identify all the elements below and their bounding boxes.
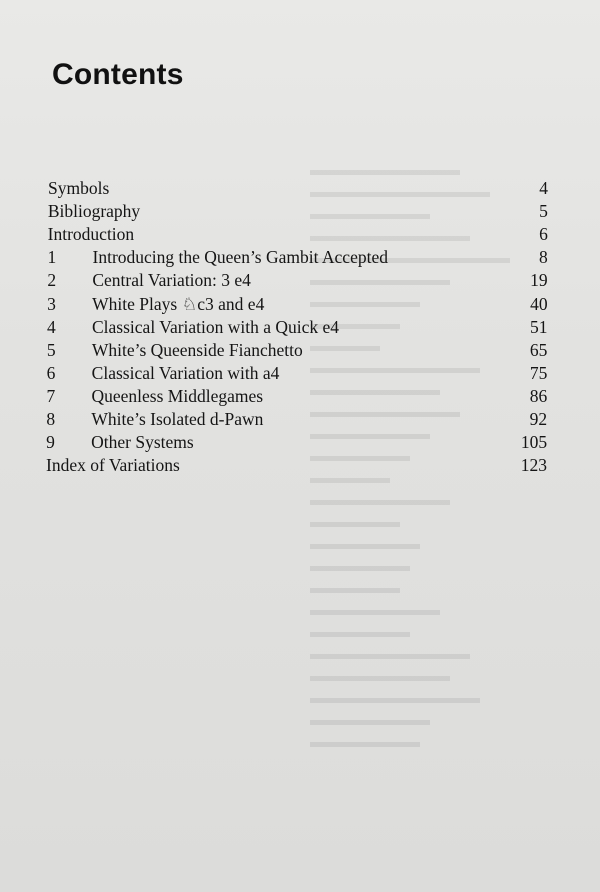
chapter-number: 3	[47, 293, 56, 314]
page-number: 51	[530, 316, 548, 337]
chapter-title: Classical Variation with a Quick e4	[92, 316, 340, 337]
chapter-title: White Plays ♘c3 and e4	[92, 293, 265, 314]
toc-entry	[47, 316, 548, 338]
page-number: 5	[539, 201, 548, 222]
page-number: 4	[539, 178, 548, 198]
chapter-title: White’s Queenside Fianchetto	[91, 339, 303, 360]
chapter-title: White’s Isolated d-Pawn	[91, 409, 264, 429]
chapter-number: 7	[46, 385, 56, 406]
toc-entry	[47, 293, 547, 315]
page-number: 65	[529, 339, 548, 360]
chapter-title: Central Variation: 3 e4	[92, 270, 251, 291]
page-number: 123	[520, 455, 547, 476]
toc-entry	[48, 223, 548, 245]
page-number: 92	[529, 409, 548, 429]
toc-entry	[46, 431, 547, 453]
toc-entry	[48, 200, 548, 222]
toc-entry	[46, 454, 547, 476]
toc-entry	[48, 246, 548, 268]
chapter-number: 4	[47, 316, 56, 337]
chapter-number: 9	[46, 432, 55, 453]
page-number: 105	[520, 432, 548, 453]
chapter-number: 5	[46, 339, 56, 360]
chapter-number: 2	[47, 270, 57, 291]
page-number: 19	[530, 270, 548, 291]
toc-entry	[48, 177, 548, 199]
chapter-number: 6	[46, 362, 56, 383]
chapter-title: Bibliography	[47, 201, 141, 222]
chapter-title: Classical Variation with a4	[91, 362, 280, 383]
chapter-title: Index of Variations	[46, 455, 180, 476]
chapter-title: Introduction	[47, 224, 135, 245]
chapter-number: 8	[46, 409, 56, 429]
toc-entry	[47, 269, 547, 291]
page-title: Contents	[52, 58, 184, 91]
page-number: 6	[539, 224, 548, 245]
chapter-number: 1	[47, 247, 57, 268]
page-number: 75	[529, 362, 548, 383]
page-number: 40	[530, 293, 548, 314]
chapter-title: Introducing the Queen’s Gambit Accepted	[92, 247, 388, 268]
toc-entry	[47, 385, 548, 407]
toc-entry	[47, 339, 548, 361]
page-number: 8	[539, 247, 548, 268]
chapter-title: Other Systems	[91, 432, 194, 453]
toc-entry	[46, 408, 547, 430]
page-number: 86	[529, 385, 548, 406]
toc-entry	[47, 362, 548, 384]
chapter-title: Symbols	[48, 178, 110, 198]
chapter-title: Queenless Middlegames	[91, 385, 264, 406]
